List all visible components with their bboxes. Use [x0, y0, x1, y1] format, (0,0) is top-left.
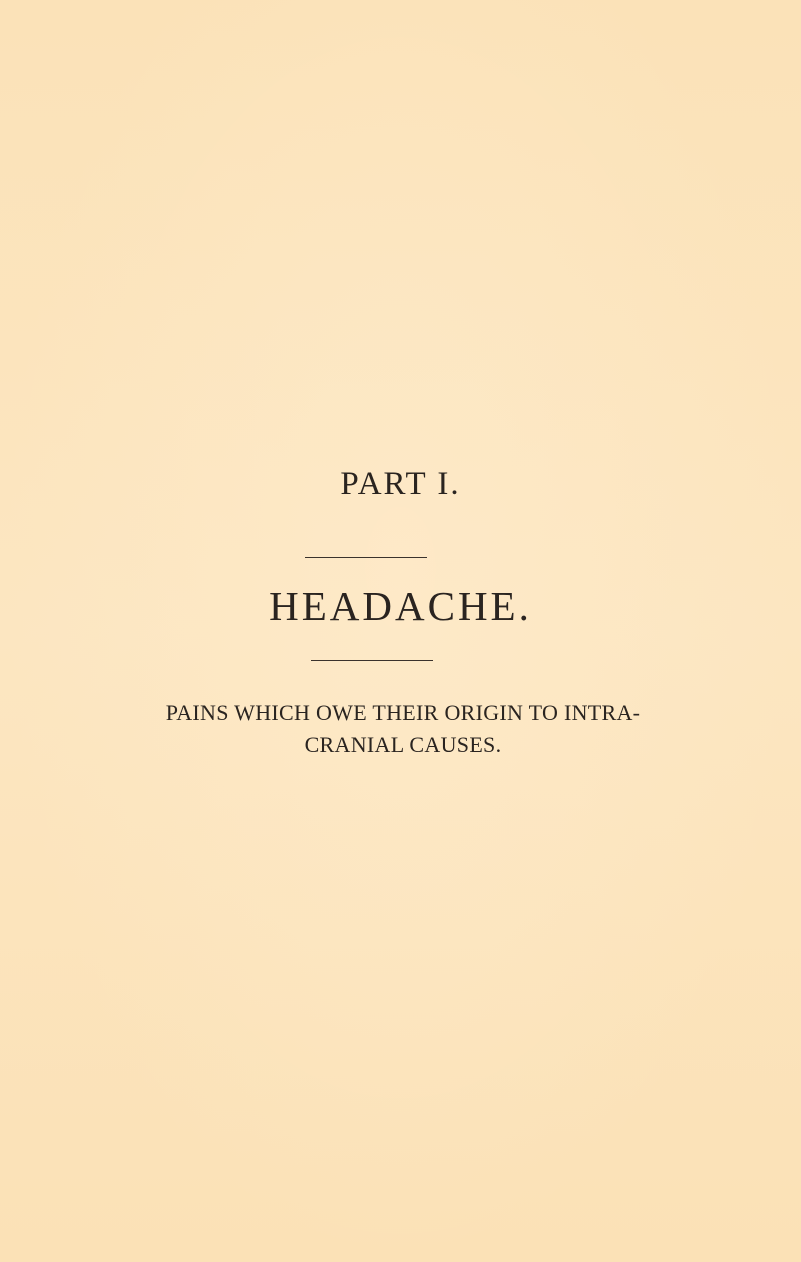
part-heading: PART I.: [340, 466, 461, 502]
subtitle-line-1: PAINS WHICH OWE THEIR ORIGIN TO INTRA-: [165, 700, 641, 725]
divider-bottom: [311, 660, 433, 661]
chapter-title: HEADACHE.: [269, 583, 532, 629]
subtitle-line-2: CRANIAL CAUSES.: [304, 732, 502, 757]
divider-top: [305, 557, 427, 558]
chapter-subtitle: [118, 697, 688, 761]
